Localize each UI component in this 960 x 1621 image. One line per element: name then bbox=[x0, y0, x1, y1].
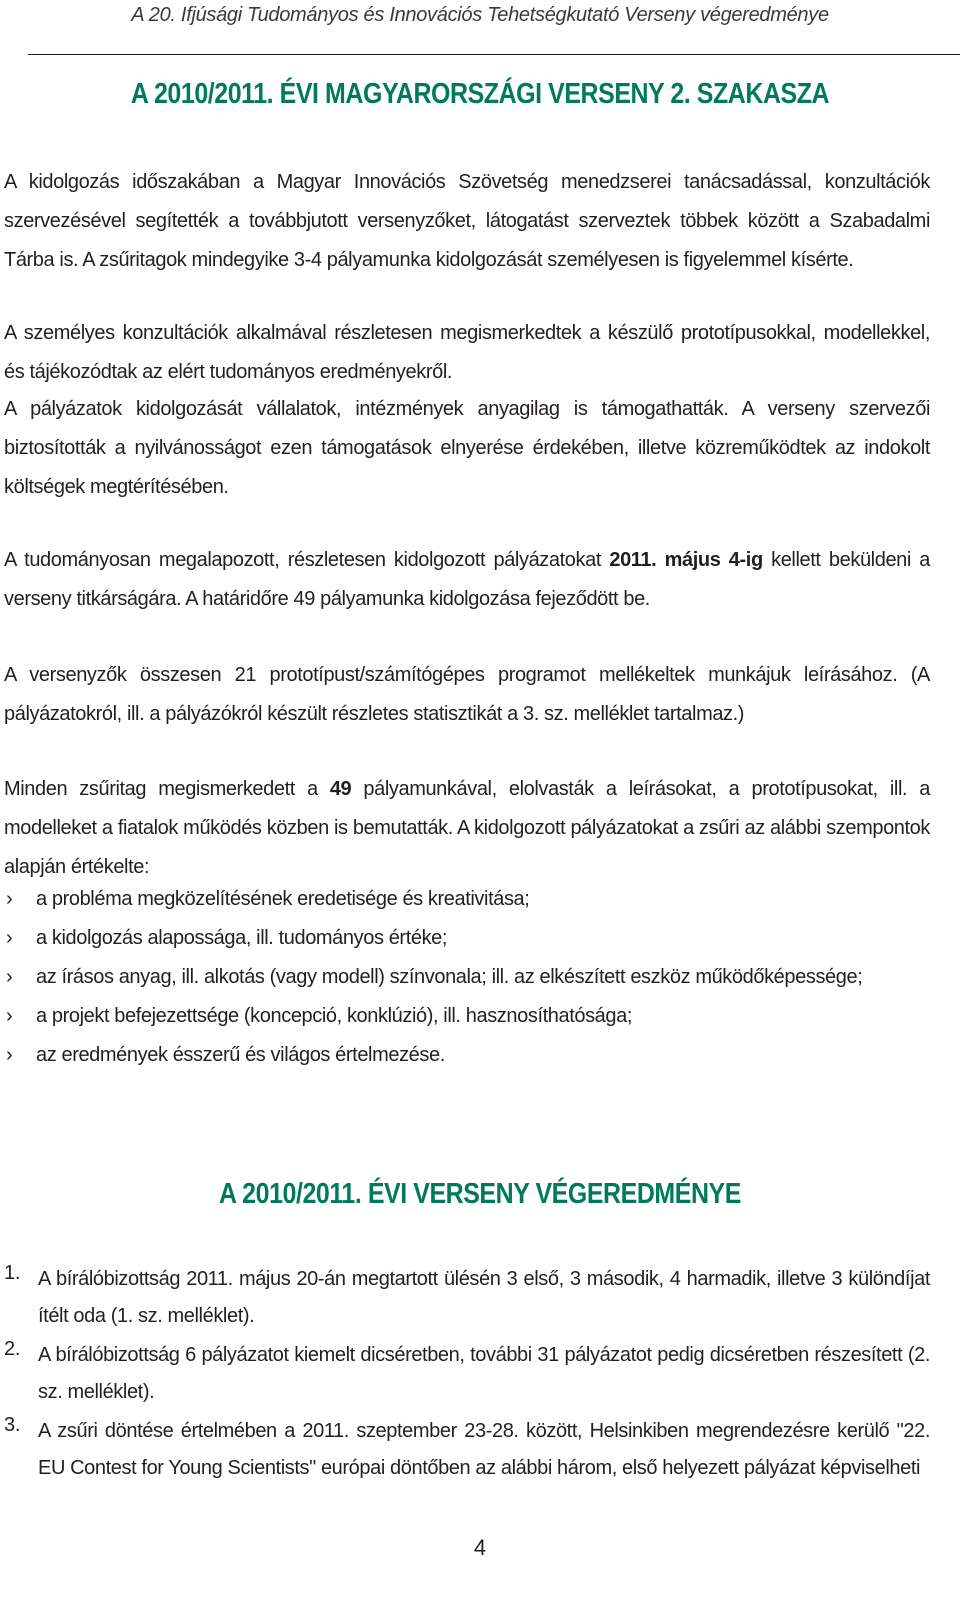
list-item bbox=[4, 958, 930, 997]
criterion-text: a probléma megközelítésének eredetisége és kreativitása; bbox=[36, 888, 530, 910]
deadline-text-after: kellett beküldeni a verseny titkárságára. A határidőre 49 pályamunka kidolgozása fejeződött be. bbox=[4, 549, 930, 610]
jury-count: 49 bbox=[329, 778, 352, 800]
chevron-right-icon: › bbox=[6, 1005, 13, 1027]
section-heading-results: A 2010/2011. ÉVI VERSENY VÉGEREDMÉNYE bbox=[219, 1178, 741, 1210]
page-number: 4 bbox=[473, 1535, 487, 1560]
header-rule bbox=[28, 54, 960, 55]
deadline-date: május 4-ig bbox=[664, 549, 763, 571]
chevron-right-icon: › bbox=[6, 966, 13, 988]
deadline-year: 2011. bbox=[609, 549, 657, 571]
list-item bbox=[4, 997, 930, 1036]
result-text: A zsűri döntése értelmében a 2011. szeptember 23-28. között, Helsinkiben megrendezésre kerülő "22. EU Contest for Young Scientists" európai döntőben az alábbi három, első helyezett pályázat képviselheti bbox=[38, 1420, 930, 1479]
result-number: 2. bbox=[4, 1338, 21, 1360]
paragraph-sponsorship: A pályázatok kidolgozását vállalatok, intézmények anyagilag is támogathatták. A verseny szervezői biztosították a nyilvánosságot ezen támogatások elnyerése érdekében, illetve közreműködtek az indokolt költségek megtérítésében. bbox=[4, 398, 930, 498]
list-item bbox=[4, 1036, 930, 1075]
criterion-text: a kidolgozás alapossága, ill. tudományos értéke; bbox=[36, 927, 448, 949]
criterion-text: az írásos anyag, ill. alkotás (vagy modell) színvonala; ill. az elkészített eszköz működőképessége; bbox=[36, 966, 863, 988]
running-header: A 20. Ifjúsági Tudományos és Innovációs Tehetségkutató Verseny végeredménye bbox=[131, 4, 829, 26]
result-text: A bírálóbizottság 2011. május 20-án megtartott ülésén 3 első, 3 második, 4 harmadik, illetve 3 különdíjat ítélt oda (1. sz. melléklet). bbox=[38, 1268, 930, 1327]
jury-text-before: Minden zsűritag megismerkedett a bbox=[4, 778, 330, 800]
result-text: A bírálóbizottság 6 pályázatot kiemelt dicséretben, további 31 pályázatot pedig dicséretben részesített (2. sz. melléklet). bbox=[38, 1344, 930, 1403]
list-item bbox=[4, 919, 930, 958]
result-number: 3. bbox=[4, 1414, 21, 1436]
chevron-right-icon: › bbox=[6, 1044, 13, 1066]
paragraph-deadline bbox=[4, 541, 930, 619]
criteria-list bbox=[4, 880, 930, 1075]
criterion-text: az eredmények ésszerű és világos értelmezése. bbox=[36, 1044, 445, 1066]
section-heading-stage2: A 2010/2011. ÉVI MAGYARORSZÁGI VERSENY 2. SZAKASZA bbox=[130, 78, 830, 110]
criterion-text: a projekt befejezettsége (koncepció, konklúzió), ill. hasznosíthatósága; bbox=[36, 1005, 633, 1027]
paragraph-consultation: A kidolgozás időszakában a Magyar Innovációs Szövetség menedzserei tanácsadással, konzultációk szervezésével segítették a továbbjutott versenyzőket, látogatást szerveztek többek között a Szabadalmi Tárba is. A zsűritagok mindegyike 3-4 pályamunka kidolgozását személyesen is figyelemmel kísérte. bbox=[4, 171, 930, 271]
paragraph-personal-consultation: A személyes konzultációk alkalmával részletesen megismerkedtek a készülő prototípusokkal, modellekkel, és tájékozódtak az elért tudományos eredményekről. bbox=[4, 322, 930, 383]
result-number: 1. bbox=[4, 1262, 21, 1284]
chevron-right-icon: › bbox=[6, 927, 13, 949]
list-item bbox=[4, 880, 930, 919]
jury-text-after: pályamunkával, elolvasták a leírásokat, a prototípusokat, ill. a modelleket a fiatalok működés közben is bemutatták. A kidolgozott pályázatokat a zsűri az alábbi szempontok alapján értékelte: bbox=[4, 778, 930, 878]
paragraph-jury bbox=[4, 770, 930, 887]
deadline-text-before: A tudományosan megalapozott, részletesen kidolgozott pályázatokat bbox=[4, 549, 610, 571]
chevron-right-icon: › bbox=[6, 888, 13, 910]
paragraph-prototypes: A versenyzők összesen 21 prototípust/számítógépes programot mellékeltek munkájuk leírásához. (A pályázatokról, ill. a pályázókról készült részletes statisztikát a 3. sz. melléklet tartalmaz.) bbox=[4, 664, 930, 725]
